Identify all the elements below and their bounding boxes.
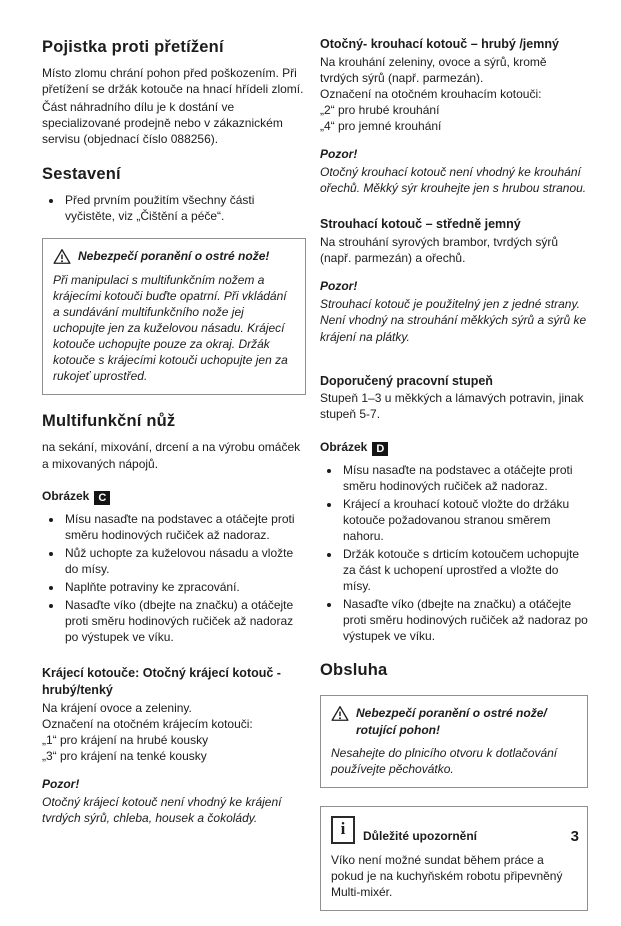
text-line: „1“ pro krájení na hrubé kousky	[42, 732, 209, 747]
figure-c-reference	[42, 488, 306, 505]
list-item: • Nasaďte víko (dbejte na značku) a otáčejte proti směru hodinových ručiček až nadoraz po výstupek ve víku.	[63, 597, 306, 645]
text-line: Na krájení ovoce a zeleniny.	[42, 700, 192, 715]
grating-disc-title: Strouhací kotouč – středně jemný	[320, 217, 521, 232]
info-icon: i	[331, 816, 355, 844]
overload-section-title: Pojistka proti přetížení	[42, 38, 224, 56]
assembly-bullet-list	[42, 192, 306, 224]
text-line: „3“ pro krájení na tenké kousky	[42, 748, 207, 763]
notice-header	[331, 816, 577, 844]
list-item: • Před prvním použitím všechny části vyčistěte, viz „Čištění a péče“.	[63, 192, 306, 224]
list-item: • Nasaďte víko (dbejte na značku) a otáčejte proti směru hodinových ručiček až nadoraz po výstupek ve víku.	[341, 596, 588, 644]
warning-box-rotating-drive	[320, 695, 588, 787]
list-item: • Nůž uchopte za kuželovou násadu a vložte do mísy.	[63, 545, 306, 577]
warning-box-sharp-blades	[42, 238, 306, 396]
figure-d-steps	[320, 462, 588, 645]
text-line: „4“ pro jemné krouhání	[320, 119, 442, 134]
overload-paragraph-1: Místo zlomu chrání pohon před poškozením. Při přetížení se držák kotouče na hnací hřídeli zlomí.	[42, 66, 304, 97]
caution-body: Strouhací kotouč je použitelný jen z jedné strany. Není vhodný na strouhání měkkých sýrů a sýrů ke krájení na plátky.	[320, 297, 587, 344]
figure-d-reference	[320, 439, 588, 456]
text-line: Označení na otočném krouhacím kotouči:	[320, 86, 542, 101]
page-number: 3	[570, 827, 579, 845]
text-line: Na krouhání zeleniny, ovoce a sýrů, kromě tvrdých sýrů (např. parmezán).	[320, 54, 547, 85]
shredding-disc-details	[320, 54, 588, 134]
figure-c-steps	[42, 511, 306, 646]
slicing-disc-details	[42, 700, 306, 764]
caution-title: Pozor!	[320, 279, 358, 294]
knife-section-title: Multifunkční nůž	[42, 412, 176, 431]
warning-box-header	[53, 248, 295, 265]
list-item: • Mísu nasaďte na podstavec a otáčejte proti směru hodinových ručiček až nadoraz.	[341, 462, 588, 494]
list-item: • Mísu nasaďte na podstavec a otáčejte proti směru hodinových ručiček až nadoraz.	[63, 511, 306, 543]
knife-intro: na sekání, mixování, drcení a na výrobu omáček a mixovaných nápojů.	[42, 440, 301, 471]
slicing-disc-title: Krájecí kotouče: Otočný krájecí kotouč - hrubý/tenký	[42, 666, 281, 697]
text-line: Označení na otočném krájecím kotouči:	[42, 716, 253, 731]
speed-section-title: Doporučený pracovní stupeň	[320, 373, 493, 388]
left-column	[42, 36, 306, 836]
list-item: • Naplňte potraviny ke zpracování.	[63, 579, 306, 595]
operation-section-title: Obsluha	[320, 661, 388, 680]
right-column	[320, 36, 588, 926]
figure-label: Obrázek	[42, 488, 90, 503]
caution-title: Pozor!	[42, 777, 80, 792]
warning-box-header	[331, 705, 577, 737]
warning-title: Nebezpečí poranění o ostré nože!	[78, 248, 270, 263]
assembly-section-title: Sestavení	[42, 164, 121, 183]
important-notice-box	[320, 806, 588, 911]
text-line: „2“ pro hrubé krouhání	[320, 102, 440, 117]
warning-triangle-icon	[331, 705, 349, 722]
caution-body: Otočný krouhací kotouč není vhodný ke krouhání ořechů. Měkký sýr krouhejte jen s hrubou stranou.	[320, 165, 587, 196]
caution-body: Otočný krájecí kotouč není vhodný ke krájení tvrdých sýrů, chleba, housek a čokolády.	[42, 795, 282, 826]
list-item: • Držák kotouče s drticím kotoučem uchopujte za část k uchopení uprostřed a vložte do mísy.	[341, 546, 588, 594]
grating-disc-description: Na strouhání syrových brambor, tvrdých sýrů (např. parmezán) a ořechů.	[320, 235, 559, 266]
warning-title: Nebezpečí poranění o ostré nože/ rotující pohon!	[356, 706, 547, 737]
list-item: • Krájecí a krouhací kotouč vložte do držáku kotouče požadovanou stranou směrem nahoru.	[341, 496, 588, 544]
warning-triangle-icon	[53, 248, 71, 265]
overload-paragraph-2: Část náhradního dílu je k dostání ve specializované prodejně nebo v zákaznickém servisu (objednací číslo 088256).	[42, 100, 283, 147]
shredding-disc-title: Otočný- krouhací kotouč – hrubý /jemný	[320, 37, 559, 51]
figure-letter-badge: C	[94, 491, 110, 505]
warning-body: Při manipulaci s multifunkčním nožem a krájecími kotouči buďte opatrní. Při vkládání a sundávání multifunkčního nože jej uchopujte jen za kuželovou násadu. Krájecí kotouče uchopujte pouze za okraj. Držák kotouče s krájecími kotouči uchopujte jen za rukojeť uprostřed.	[53, 272, 288, 384]
notice-title: Důležité upozornění	[363, 828, 477, 843]
notice-body: Víko není možné sundat během práce a pokud je na kuchyňském robotu připevněný Multi-mixér.	[331, 852, 563, 899]
caution-title: Pozor!	[320, 147, 358, 162]
figure-label: Obrázek	[320, 439, 368, 454]
warning-body: Nesahejte do plnicího otvoru k dotlačování používejte pěchovátko.	[331, 745, 558, 776]
speed-description: Stupeň 1–3 u měkkých a lámavých potravin, jinak stupeň 5-7.	[320, 391, 584, 422]
figure-letter-badge: D	[372, 442, 388, 456]
